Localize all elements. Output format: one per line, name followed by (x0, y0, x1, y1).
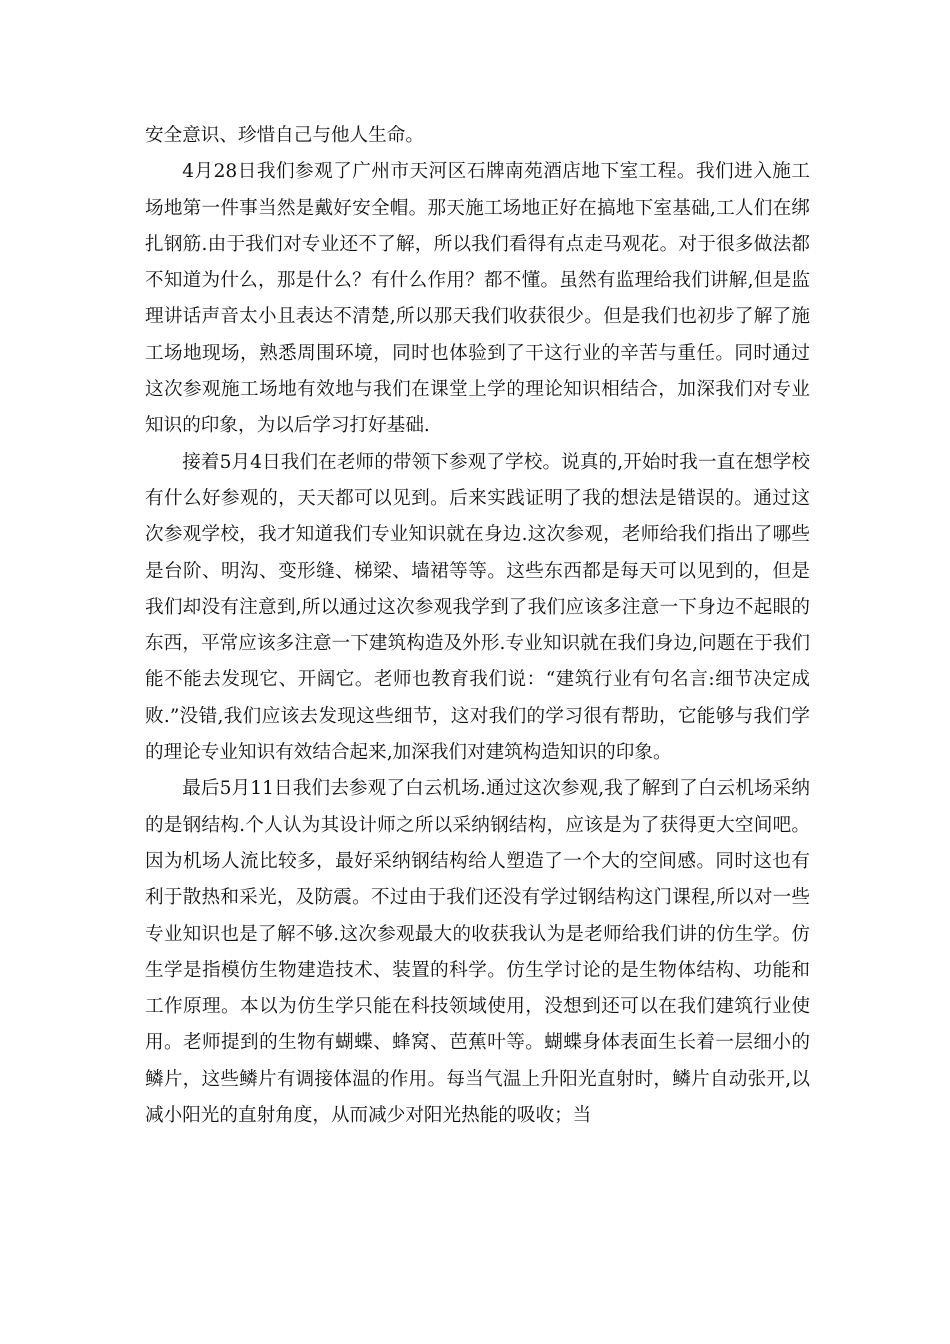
paragraph-continuation: 安全意识、珍惜自己与他人生命。 (145, 125, 424, 146)
paragraph-airport-visit: 最后5月11日我们去参观了白云机场.通过这次参观,我了解到了白云机场采纳的是钢结构.个人认为其设计师之所以采纳钢结构，应该是为了获得更大空间吧。因为机场人流比较多，最好采纳钢结构给人塑造了一个大的空间感。同时这也有利于散热和采光，及防震。不过由于我们还没有学过钢结构这门课程,所以对一些专业知识也是了解不够.这次参观最大的收获我认为是老师给我们讲的仿生学。仿生学是指模仿生物建造技术、装置的科学。仿生学讨论的是生物体结构、功能和工作原理。本以为仿生学只能在科技领域使用，没想到还可以在我们建筑行业使用。老师提到的生物有蝴蝶、蜂窝、芭蕉叶等。蝴蝶身体表面生长着一层细小的鳞片，这些鳞片有调接体温的作用。每当气温上升阳光直射时，鳞片自动张开,以减小阳光的直射角度，从而减少对阳光热能的吸收；当 (145, 778, 810, 1127)
paragraph-site-visit: 4月28日我们参观了广州市天河区石牌南苑酒店地下室工程。我们进入施工场地第一件事当然是戴好安全帽。那天施工场地正好在搞地下室基础,工人们在绑扎钢筋.由于我们对专业还不了解，所以我们看得有点走马观花。对于很多做法都不知道为什么，那是什么？有什么作用？都不懂。虽然有监理给我们讲解,但是监理讲话声音太小且表达不清楚,所以那天我们收获很少。但是我们也初步了解了施工场地现场，熟悉周围环境，同时也体验到了干这行业的辛苦与重任。同时通过这次参观施工场地有效地与我们在课堂上学的理论知识相结合，加深我们对专业知识的印象，为以后学习打好基础. (145, 161, 810, 437)
document-page (145, 118, 810, 1134)
paragraph-school-visit: 接着5月4日我们在老师的带领下参观了学校。说真的,开始时我一直在想学校有什么好参观的，天天都可以见到。后来实践证明了我的想法是错误的。通过这次参观学校，我才知道我们专业知识就在身边.这次参观，老师给我们指出了哪些是台阶、明沟、变形缝、梯梁、墙裙等等。这些东西都是每天可以见到的，但是我们却没有注意到,所以通过这次参观我学到了我们应该多注意一下身边不起眼的东西，平常应该多注意一下建筑构造及外形.专业知识就在我们身边,问题在于我们能不能去发现它、开阔它。老师也教育我们说：“建筑行业有句名言:细节决定成败.”没错,我们应该去发现这些细节，这对我们的学习很有帮助，它能够与我们学的理论专业知识有效结合起来,加深我们对建筑构造知识的印象。 (145, 451, 810, 764)
